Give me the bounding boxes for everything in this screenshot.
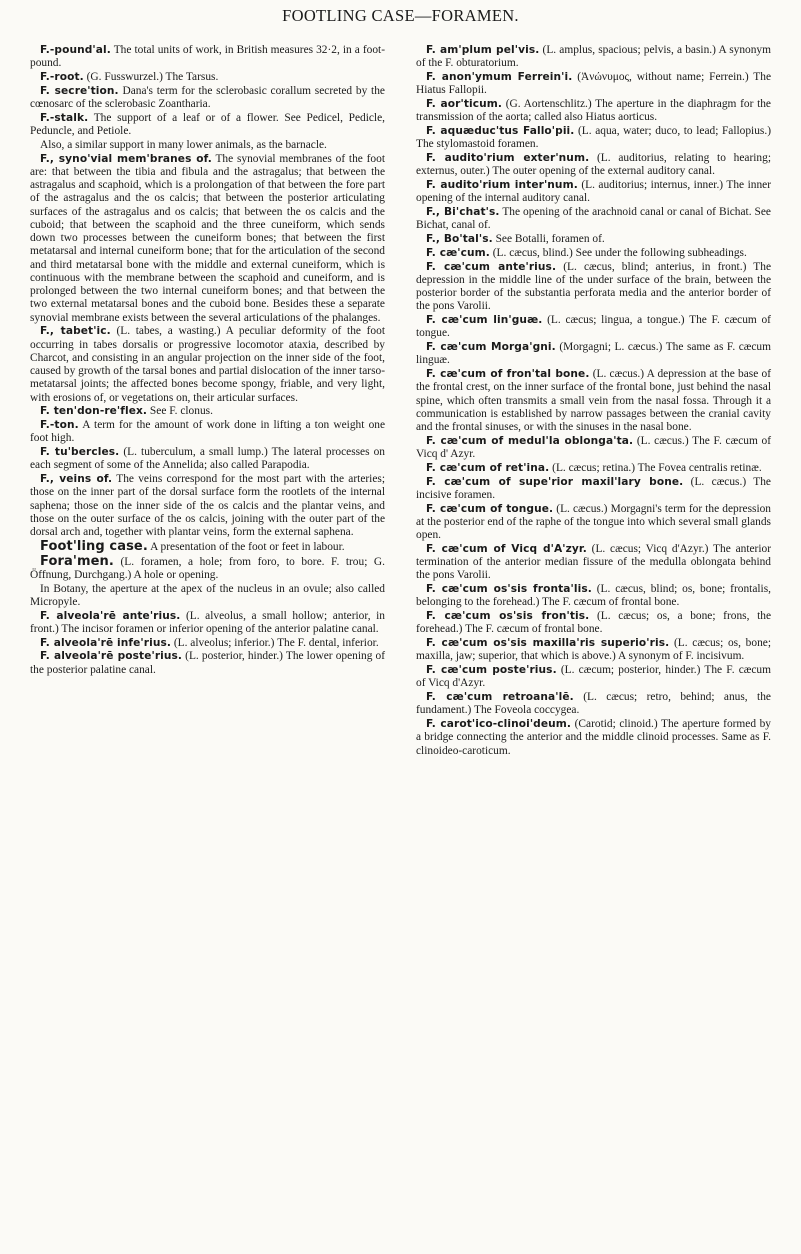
entry-headword: F. tu'bercles. — [40, 446, 120, 458]
entry-headword: F. ten'don-re'flex. — [40, 405, 148, 418]
entry-headword: F. carot'ico-clinoi'deum. — [426, 718, 572, 730]
entry-headword: Fora'men. — [40, 553, 114, 569]
dictionary-entry — [30, 325, 385, 405]
entry-headword: F. cæ'cum ante'rius. — [426, 260, 557, 273]
entry-definition: (L. cæcus; os, a bone; frons, the forehead.) The F. cæcum of frontal bone. — [416, 610, 772, 636]
entry-definition: (Ἀνώνυμος, without name; Ferrein.) The Hiatus Fallopii. — [416, 71, 772, 97]
dictionary-entry — [416, 261, 771, 314]
left-column — [30, 44, 385, 677]
entry-headword: F., Bo'tal's. — [426, 233, 493, 245]
page-header: FOOTLING CASE—FORAMEN. — [282, 6, 519, 25]
dictionary-entry — [30, 71, 385, 84]
right-column — [416, 44, 771, 758]
dictionary-entry — [416, 664, 771, 691]
dictionary-entry — [416, 341, 771, 368]
dictionary-entry — [416, 543, 771, 583]
entry-headword: F. anon'ymum Ferrein'i. — [426, 71, 573, 83]
entry-headword: F. alveola'rē infe'rius. — [40, 636, 171, 649]
entry-definition: (L. aqua, water; duco, to lead; Fallopius.) The stylomastoid foramen. — [416, 125, 771, 151]
entry-headword: F. aquæduc'tus Fallo'pii. — [426, 125, 575, 137]
entry-definition: See F. clonus. — [149, 405, 213, 418]
entry-definition: (L. cæcus.) A depression at the base of the frontal crest, on the inner surface of the frontal bone, just behind the nasal spine, which often transmits a small vein from the nasal fossa. Through it a communication is established by narrow passages between the cranial cavity and the frontal sinuses, or with the sinuses in the nasal bone. — [416, 368, 771, 433]
entry-definition: The synovial membranes of the foot are: that between the tibia and fibula and the astragalus; that between the astragalus and scaphoid, which is a prolongation of that between the fore part of the astragalus and the os calcis; that between the posterior articulating surfaces of the astragalus and os calcis; that between the os calcis and the cuboid; that between the scaphoid and the three cuneiform, which sends down two processes between the cuneiform bones; that between the first metatarsal and internal cuneiform bone; that for the articulation of the second and third metatarsal bone with the middle and external cuneiform, which is continuous with the membrane between the scaphoid and cuneiform, and is prolonged between the two internal cuneiform bones; and that between the two external metatarsal bones and the cuboid bone. Besides these a separate synovial membrane exists between the several articulations of the phalanges. — [30, 152, 385, 324]
entry-definition: Also, a similar support in many lower animals, as the barnacle. — [40, 138, 327, 151]
entry-definition: (L. cæcus; retro, behind; anus, the fundament.) The Foveola coccygea. — [416, 691, 771, 717]
entry-headword: F., syno'vial mem'branes of. — [40, 152, 212, 165]
entry-headword: F. cæ'cum os'sis fron'tis. — [426, 610, 590, 622]
entry-definition: (L. cæcum; posterior, hinder.) The F. cæcum of Vicq d'Azyr. — [416, 664, 771, 690]
entry-continuation — [30, 139, 385, 152]
entry-headword: F. cæ'cum of supe'rior maxil'lary bone. — [426, 475, 684, 488]
dictionary-entry — [416, 718, 771, 758]
entry-headword: F. cæ'cum os'sis fronta'lis. — [426, 583, 592, 595]
entry-headword: F. cæ'cum retroana'lē. — [426, 691, 574, 703]
entry-headword: F. alveola'rē poste'rius. — [40, 650, 183, 663]
entry-definition: (L. posterior, hinder.) The lower opening of the posterior palatine canal. — [30, 650, 385, 676]
entry-definition: The total units of work, in British measures 32·2, in a foot-pound. — [30, 44, 385, 70]
entry-definition: A term for the amount of work done in lifting a ton weight one foot high. — [30, 419, 386, 445]
entry-headword: F., Bi'chat's. — [426, 206, 500, 218]
dictionary-entry — [416, 98, 771, 125]
entry-definition: (L. cæcus; os, bone; maxilla, jaw; superior, that which is above.) A synonym of F. incisivum. — [416, 637, 771, 663]
entry-headword: F. cæ'cum of tongue. — [426, 502, 554, 515]
entry-headword: F., veins of. — [40, 473, 113, 485]
entry-headword: Foot'ling case. — [40, 538, 148, 554]
entry-definition: (L. auditorius; internus, inner.) The inner opening of the internal auditory canal. — [416, 179, 771, 205]
dictionary-entry — [416, 503, 771, 543]
dictionary-entry — [30, 153, 385, 325]
entry-definition: The support of a leaf or of a flower. See Pedicel, Pedicle, Peduncle, and Petiole. — [30, 111, 385, 137]
entry-headword: F.-pound'al. — [40, 44, 111, 56]
entry-definition: (Morgagni; L. cæcus.) The same as F. cæcum linguæ. — [416, 341, 771, 367]
entry-definition: (L. cæcus; lingua, a tongue.) The F. cæcum of tongue. — [416, 314, 771, 340]
entry-definition: (L. cæcus; retina.) The Fovea centralis retinæ. — [552, 461, 762, 474]
entry-continuation — [30, 583, 385, 610]
dictionary-entry — [416, 206, 771, 233]
entry-headword: F.-root. — [40, 71, 84, 83]
dictionary-entry — [416, 368, 771, 434]
entry-definition: (L. cæcus; Vicq d'Azyr.) The anterior termination of the anterior median fissure of the medulla oblongata behind the pons Varolii. — [416, 542, 771, 582]
entry-headword: F. cæ'cum poste'rius. — [426, 664, 557, 676]
dictionary-entry — [416, 125, 771, 152]
dictionary-entry — [416, 71, 771, 98]
entry-headword: F. secre'tion. — [40, 84, 119, 97]
entry-headword: F.-stalk. — [40, 111, 89, 124]
entry-headword: F. cæ'cum of fron'tal bone. — [426, 368, 590, 380]
dictionary-entry — [30, 637, 385, 650]
entry-headword: F. cæ'cum of medul'la oblonga'ta. — [426, 434, 634, 447]
entry-headword: F. cæ'cum Morga'gni. — [426, 341, 556, 353]
entry-definition: (L. tabes, a wasting.) A peculiar deformity of the foot occurring in tabes dorsalis or progressive locomotor ataxia, described by Charcot, and consisting in an angular projection on the inner side of the foot, caused by growth of the tarsal bones and partial dislocation of the inner tarso-metatarsal joints; the affected bones become spongy, friable, and very light, with erosions of, or vegetations on, their articular surfaces. — [30, 325, 385, 404]
entry-definition: (L. alveolus; inferior.) The F. dental, inferior. — [173, 636, 379, 649]
dictionary-entry — [30, 85, 385, 112]
dictionary-entry — [30, 44, 385, 71]
entry-definition: (L. tuberculum, a small lump.) The lateral processes on each segment of some of the Annelida; also called Parapodia. — [30, 446, 385, 472]
entry-definition: (L. cæcus.) The incisive foramen. — [416, 475, 771, 501]
dictionary-entry — [416, 583, 771, 610]
dictionary-entry — [416, 691, 771, 718]
dictionary-entry — [30, 473, 385, 539]
entry-definition: (L. amplus, spacious; pelvis, a basin.) A synonym of the F. obturatorium. — [416, 44, 771, 70]
entry-definition: (L. cæcus.) The F. cæcum of Vicq d' Azyr. — [416, 434, 772, 460]
entry-headword: F. cæ'cum os'sis maxilla'ris superio'ris. — [426, 637, 670, 649]
dictionary-entry — [416, 152, 771, 179]
dictionary-entry — [416, 610, 771, 637]
dictionary-entry — [30, 540, 385, 554]
entry-headword: F. alveola'rē ante'rius. — [40, 609, 181, 622]
entry-headword: F. audito'rium exter'num. — [426, 152, 590, 164]
entry-headword: F., tabet'ic. — [40, 325, 111, 338]
dictionary-entry — [30, 446, 385, 473]
entry-definition: In Botany, the aperture at the apex of the nucleus in an ovule; also called Micropyle. — [30, 582, 385, 608]
dictionary-entry — [30, 405, 385, 418]
entry-headword: F. cæ'cum of ret'ina. — [426, 461, 550, 474]
dictionary-entry — [416, 462, 771, 475]
dictionary-entry — [416, 233, 771, 246]
dictionary-entry — [416, 247, 771, 260]
dictionary-entry — [416, 435, 771, 462]
entry-definition: (L. auditorius, relating to hearing; externus, outer.) The outer opening of the external auditory canal. — [416, 152, 771, 178]
entry-headword: F. cæ'cum. — [426, 246, 490, 259]
entry-headword: F. cæ'cum lin'guæ. — [426, 314, 543, 326]
dictionary-entry — [416, 179, 771, 206]
entry-headword: F. am'plum pel'vis. — [426, 44, 540, 56]
entry-headword: F. audito'rium inter'num. — [426, 179, 578, 191]
entry-definition: (G. Aortenschlitz.) The aperture in the diaphragm for the transmission of the aorta; called also Hiatus aorticus. — [416, 98, 771, 124]
dictionary-entry — [30, 610, 385, 637]
dictionary-entry — [416, 637, 771, 664]
entry-definition: The veins correspond for the most part with the arteries; those on the inner part of the dorsal surface form the rootlets of the internal saphena; those on the inner side of the os calcis and the plantar veins, and those on the outer surface of the os calcis, joining with the outer part of the dorsal arch and, together with plantar veins, form the external saphena. — [30, 473, 385, 538]
entry-definition: The opening of the arachnoid canal or canal of Bichat. See Bichat, canal of. — [416, 206, 771, 232]
dictionary-entry — [30, 650, 385, 677]
entry-headword: F. cæ'cum of Vicq d'A'zyr. — [426, 542, 587, 555]
dictionary-entry — [416, 476, 771, 503]
dictionary-entry — [30, 112, 385, 139]
entry-definition: (L. foramen, a hole; from foro, to bore. F. trou; G. Öffnung, Durchgang.) A hole or opening. — [30, 555, 385, 581]
entry-definition: See Botalli, foramen of. — [495, 233, 605, 245]
dictionary-entry — [30, 555, 385, 583]
entry-definition: (L. cæcus, blind; anterius, in front.) The depression in the middle line of the under surface of the brain, between the posterior border of the substantia perforata media and the anterior border of the pons Varolii. — [416, 260, 772, 313]
dictionary-entry — [416, 314, 771, 341]
entry-definition: (G. Fusswurzel.) The Tarsus. — [86, 71, 219, 83]
dictionary-entry — [416, 44, 771, 71]
entry-headword: F.-ton. — [40, 419, 79, 431]
entry-definition: Dana's term for the sclerobasic corallum secreted by the cœnosarc of the sclerobasic Zoantharia. — [30, 84, 385, 110]
entry-definition: (L. cæcus, blind; os, bone; frontalis, belonging to the forehead.) The F. cæcum of frontal bone. — [416, 583, 771, 609]
entry-headword: F. aor'ticum. — [426, 98, 503, 110]
entry-definition: (L. alveolus, a small hollow; anterior, in front.) The incisor foramen or inferior opening of the anterior palatine canal. — [30, 609, 385, 635]
entry-definition: A presentation of the foot or feet in labour. — [150, 540, 345, 553]
entry-definition: (L. cæcus.) Morgagni's term for the depression at the posterior end of the raphe of the tongue into which several small glands open. — [416, 502, 772, 541]
entry-definition: (L. cæcus, blind.) See under the following subheadings. — [492, 246, 747, 259]
entry-definition: (Carotid; clinoid.) The aperture formed by a bridge connecting the anterior and the middle clinoid processes. Same as F. clinoideo-caroticum. — [416, 718, 772, 757]
dictionary-entry — [30, 419, 385, 446]
